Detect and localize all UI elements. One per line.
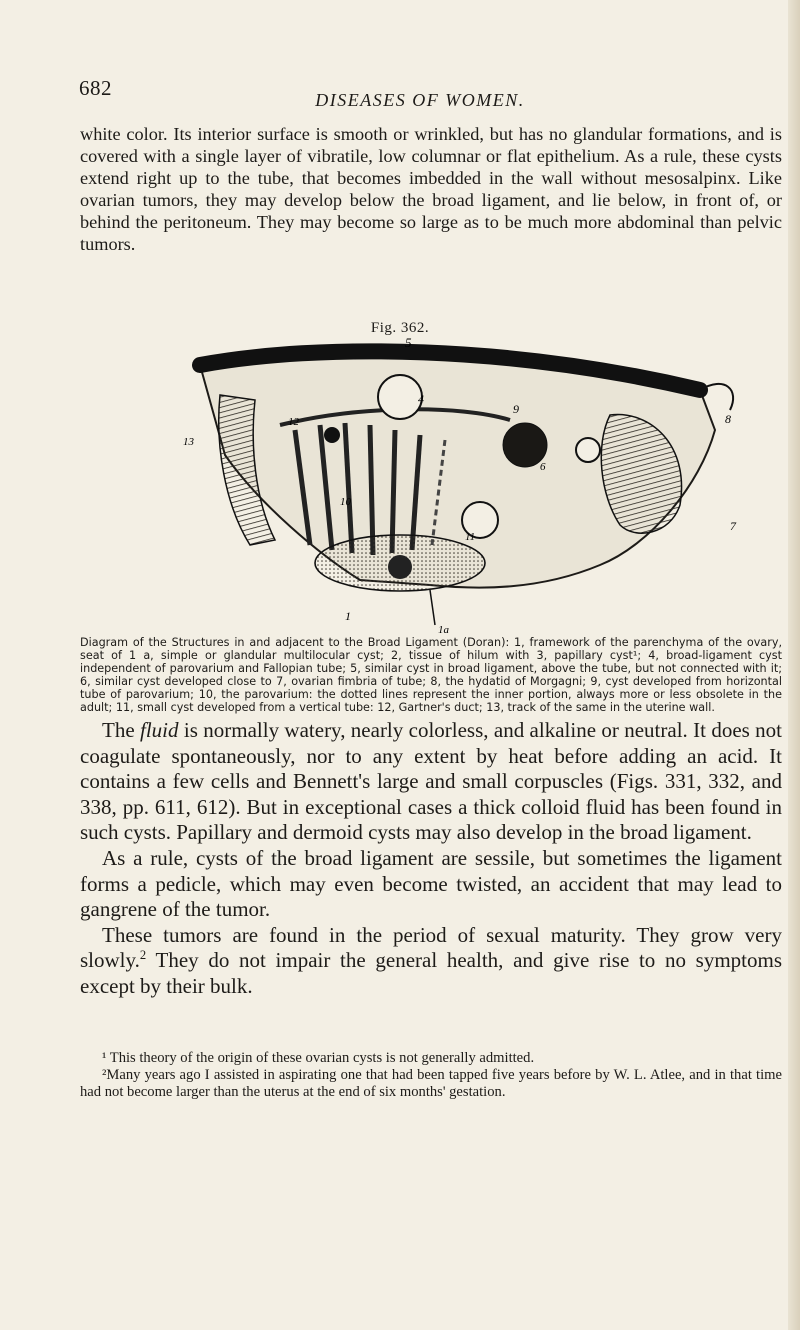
fig-number-10: 10 <box>340 496 351 508</box>
fig-number-13: 13 <box>183 436 194 448</box>
fig-number-8: 8 <box>725 412 731 426</box>
footnote-ref-2: 2 <box>139 948 147 963</box>
footnote-1 <box>80 1050 782 1067</box>
fig-number-7: 7 <box>730 519 736 533</box>
fig-number-1a: 1a <box>438 624 449 635</box>
cyst-above-tube <box>378 375 422 419</box>
intro-paragraph-block <box>80 123 782 255</box>
fig-number-9: 9 <box>513 402 519 416</box>
leader-line <box>430 590 435 625</box>
p1-body: is normally watery, nearly colorless, and alkaline or neutral. It does not coagulate spontaneously, nor to any extent by heat before adding an acid. It contains a few cells and Bennett's large and small corpuscles (Figs. 331, 332, and 338, pp. 611, 612). But in exceptional cases a thick colloid fluid has been found in such cysts. Papillary and dermoid cysts may also develop in the broad ligament. <box>80 718 783 845</box>
ovarian-cyst <box>388 555 412 579</box>
running-title: DISEASES OF WOMEN. <box>315 90 525 110</box>
paragraph-fluid <box>80 718 782 846</box>
figure-caption: Diagram of the Structures in and adjacent to the Broad Ligament (Doran): 1, framework of the parenchyma of the ovary, seat of 1 a, simple or glandular multilocular cyst; 2, tissue of hilum with 3, papillary cyst¹; 4, broad-ligament cyst independent of parovarium and Fallopian tube; 5, similar cyst in broad ligament, above the tube, but not connected with it; 6, similar cyst developed close to 7, ovarian fimbria of tube; 8, the hydatid of Morgagni; 9, cyst developed from horizontal tube of parovarium; 10, the parovarium: the dotted lines represent the inner portion, always more or less obsolete in the adult; 11, small cyst developed from a vertical tube: 12, Gartner's duct; 13, track of the same in the uterine wall. <box>80 636 782 714</box>
page-number: 682 <box>79 76 112 100</box>
footnote-1-text: This theory of the origin of these ovarian cysts is not generally admitted. <box>106 1050 535 1066</box>
figure-label: Fig. 362. <box>370 320 430 336</box>
page-edge <box>788 0 800 1330</box>
fig-number-4: 4 <box>418 392 424 406</box>
fig-number-6: 6 <box>540 461 546 473</box>
fig-number-11: 11 <box>465 531 476 543</box>
main-text-block <box>80 718 782 1000</box>
fig-number-12: 12 <box>288 416 299 428</box>
paragraph-growth <box>80 923 782 1000</box>
p3-body: They do not impair the general health, and give rise to no symptoms except by their bulk. <box>80 948 782 998</box>
figure-caption-block <box>80 636 782 714</box>
footnote-1-mark: ¹ <box>102 1050 107 1066</box>
fimbria-cyst <box>576 438 600 462</box>
fig-number-5: 5 <box>405 335 412 350</box>
p3-lead: These tumors are found in the period of sexual maturity. They grow very slowly. <box>80 922 782 973</box>
footnote-2 <box>80 1067 782 1101</box>
broad-ligament-cyst <box>324 427 340 443</box>
paragraph-pedicle: As a rule, cysts of the broad ligament are sessile, but sometimes the ligament forms a pedicle, which may even become twisted, an accident that may lead to gangrene of the tumor. <box>80 845 782 922</box>
footnotes <box>80 1050 782 1101</box>
broad-ligament-diagram <box>180 335 770 635</box>
fig-number-1: 1 <box>345 609 351 623</box>
diagram-svg <box>180 335 770 635</box>
footnote-2-mark: ² <box>102 1067 107 1083</box>
footnote-2-text: Many years ago I assisted in aspirating one that had been tapped five years before by W. L. Atlee, and in that time had not become larger than the uterus at the end of six months' gestation. <box>80 1067 782 1100</box>
p1-emphasis: fluid <box>140 718 179 742</box>
p1-lead: The <box>102 718 141 742</box>
intro-paragraph: white color. Its interior surface is smooth or wrinkled, but has no glandular formations, and is covered with a single layer of vibratile, low columnar or flat epithelium. As a rule, these cysts extend right up to the tube, that becomes imbedded in the wall without mesosalpinx. Like ovarian tumors, they may develop below the broad ligament, and lie below, in front of, or behind the peritoneum. They may become so large as to be much more abdominal than pelvic tumors. <box>80 124 782 254</box>
